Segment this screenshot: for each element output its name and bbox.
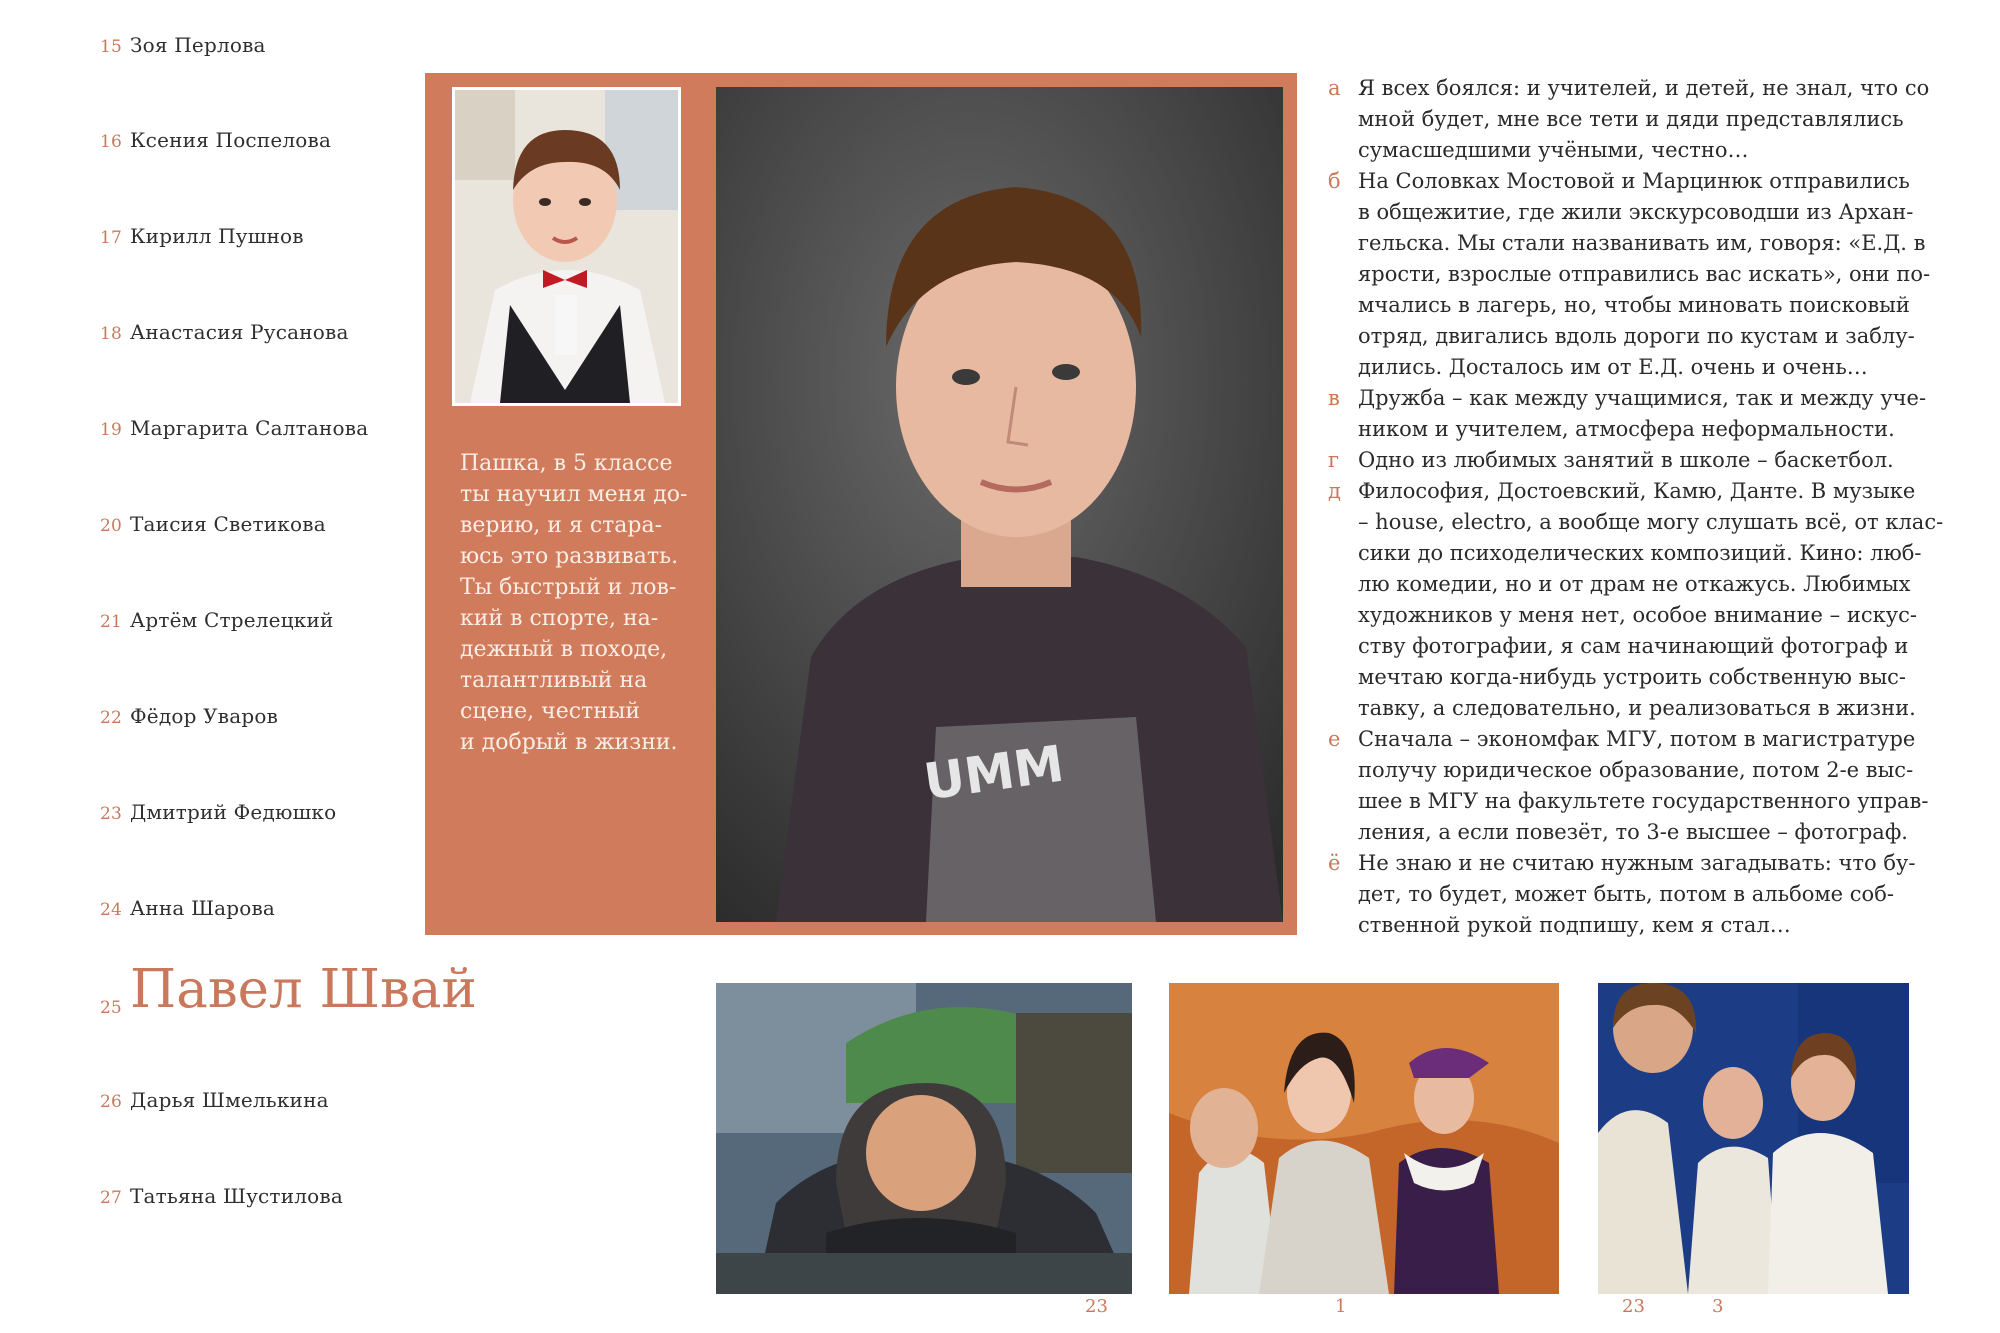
roster-number: 18 — [100, 324, 123, 344]
answer-line: ству фотографии, я сам начинающий фотограф и — [1358, 634, 1909, 658]
quote-line: юсь это развивать. — [460, 544, 679, 569]
roster-number: 21 — [100, 612, 123, 632]
roster-name: Анна Шарова — [130, 896, 276, 920]
answer-line: дились. Досталось им от Е.Д. очень и очень… — [1358, 355, 1868, 379]
answer-letter: е — [1328, 727, 1341, 751]
quote-line: ты научил меня до- — [460, 482, 688, 507]
answer-line: в общежитие, где жили экскурсоводши из Архан- — [1358, 200, 1914, 224]
answer-line: ления, а если повезёт, то 3-е высшее – фотограф. — [1358, 820, 1908, 844]
roster-number: 25 — [100, 998, 122, 1018]
answer-letter: а — [1328, 76, 1341, 100]
roster-name: Дарья Шмелькина — [130, 1088, 329, 1112]
answer-letter: в — [1328, 386, 1340, 410]
quote-line: и добрый в жизни. — [460, 730, 678, 755]
roster-item — [100, 512, 326, 538]
answer-line: На Соловках Мостовой и Марцинюк отправились — [1358, 169, 1910, 193]
answer-line: Не знаю и не считаю нужным загадывать: что бу- — [1358, 851, 1916, 875]
answer-line: Одно из любимых занятий в школе – баскетбол. — [1358, 448, 1894, 472]
answer-line: дет, то будет, может быть, потом в альбоме соб- — [1358, 882, 1894, 906]
childhood-photo — [452, 87, 681, 406]
roster-item-current — [100, 960, 477, 1038]
classmate-quote — [460, 448, 688, 758]
roster-item — [100, 33, 266, 59]
answer-letter: б — [1328, 169, 1341, 193]
roster-number: 15 — [100, 37, 123, 57]
answer-item — [1328, 383, 1928, 445]
quote-line: талантливый на — [460, 668, 648, 693]
answer-item — [1328, 166, 1931, 383]
quote-line: дежный в походе, — [460, 637, 668, 662]
answer-line: ярости, взрослые отправились вас искать», они по- — [1358, 262, 1931, 286]
answer-letter: д — [1328, 479, 1341, 503]
answer-line: гельска. Мы стали названивать им, говоря: «Е.Д. в — [1358, 231, 1926, 255]
answer-line: отряд, двигались вдоль дороги по кустам и заблу- — [1358, 324, 1915, 348]
answer-line: сики до психоделических композиций. Кино: люб- — [1358, 541, 1922, 565]
answer-line: тавку, а следовательно, и реализоваться в жизни. — [1358, 696, 1916, 720]
answer-line: Сначала – экономфак МГУ, потом в магистратуре — [1358, 727, 1916, 751]
roster-number: 22 — [100, 708, 123, 728]
roster-name: Кирилл Пушнов — [130, 224, 304, 248]
current-student-name: Павел Швай — [130, 959, 477, 1020]
quote-line: верию, и я стара- — [460, 513, 663, 538]
roster-item — [100, 416, 368, 442]
answer-item — [1328, 724, 1928, 848]
answer-line: сумасшедшими учёными, честно… — [1358, 138, 1749, 162]
roster-number: 27 — [100, 1188, 123, 1208]
answer-line: Я всех боялся: и учителей, и детей, не знал, что со — [1358, 76, 1930, 100]
answer-item — [1328, 848, 1928, 941]
answer-letter: ё — [1328, 851, 1341, 875]
boat-photo — [716, 983, 1132, 1294]
answer-line: ником и учителем, атмосфера неформальности. — [1358, 417, 1895, 441]
photo-credit: 23 — [1085, 1296, 1108, 1317]
quote-line: Пашка, в 5 классе — [460, 451, 673, 476]
answer-line: мной будет, мне все тети и дяди представлялись — [1358, 107, 1904, 131]
roster-item — [100, 224, 304, 250]
roster-name: Ксения Поспелова — [130, 128, 332, 152]
quote-line: кий в спорте, на- — [460, 606, 659, 631]
roster-item — [100, 1184, 343, 1210]
roster-name: Фёдор Уваров — [130, 704, 279, 728]
quote-line: сцене, честный — [460, 699, 641, 724]
roster-item — [100, 704, 278, 730]
answer-item — [1328, 73, 1928, 166]
svg-text:UMM: UMM — [920, 734, 1068, 812]
roster-item — [100, 800, 336, 826]
roster-number: 19 — [100, 420, 123, 440]
roster-name: Анастасия Русанова — [130, 320, 349, 344]
roster-item — [100, 1088, 329, 1114]
answer-letter: г — [1328, 448, 1340, 472]
answer-line: получу юридическое образование, потом 2-е выс- — [1358, 758, 1914, 782]
answer-line: – house, electro, а вообще могу слушать всё, от клас- — [1358, 510, 1944, 534]
answer-line: Философия, Достоевский, Камю, Данте. В музыке — [1358, 479, 1916, 503]
roster-name: Дмитрий Федюшко — [130, 800, 337, 824]
quote-line: Ты быстрый и лов- — [460, 575, 677, 600]
theater-photo — [1169, 983, 1559, 1294]
answer-line: мечтаю когда-нибудь устроить собственную выс- — [1358, 665, 1907, 689]
roster-number: 26 — [100, 1092, 123, 1112]
questionnaire-answers — [1328, 73, 1944, 941]
roster-name: Зоя Перлова — [130, 33, 266, 57]
answer-item — [1328, 445, 1928, 476]
roster-number: 24 — [100, 900, 123, 920]
answer-line: лю комедии, но и от драм не откажусь. Любимых — [1358, 572, 1911, 596]
roster-item — [100, 896, 275, 922]
answer-line: Дружба – как между учащимися, так и между уче- — [1358, 386, 1927, 410]
roster-name: Артём Стрелецкий — [130, 608, 334, 632]
answer-line: художников у меня нет, особое внимание – искус- — [1358, 603, 1917, 627]
roster-number: 20 — [100, 516, 123, 536]
roster-number: 23 — [100, 804, 123, 824]
answer-line: шее в МГУ на факультете государственного управ- — [1358, 789, 1929, 813]
roster-name: Татьяна Шустилова — [130, 1184, 343, 1208]
roster-number: 16 — [100, 132, 123, 152]
answer-item — [1328, 476, 1944, 724]
roster-number: 17 — [100, 228, 123, 248]
roster-item — [100, 320, 349, 346]
roster-item — [100, 608, 334, 634]
answer-line: ственной рукой подпишу, кем я стал… — [1358, 913, 1791, 937]
roster-name: Маргарита Салтанова — [130, 416, 369, 440]
photo-credit: 3 — [1712, 1296, 1724, 1317]
photo-credit: 23 — [1622, 1296, 1645, 1317]
portrait-photo — [716, 87, 1283, 922]
answer-line: мчались в лагерь, но, чтобы миновать поисковый — [1358, 293, 1910, 317]
roster-item — [100, 128, 331, 154]
photo-credit: 1 — [1335, 1296, 1347, 1317]
stage-photo — [1598, 983, 1909, 1294]
roster-name: Таисия Светикова — [130, 512, 326, 536]
